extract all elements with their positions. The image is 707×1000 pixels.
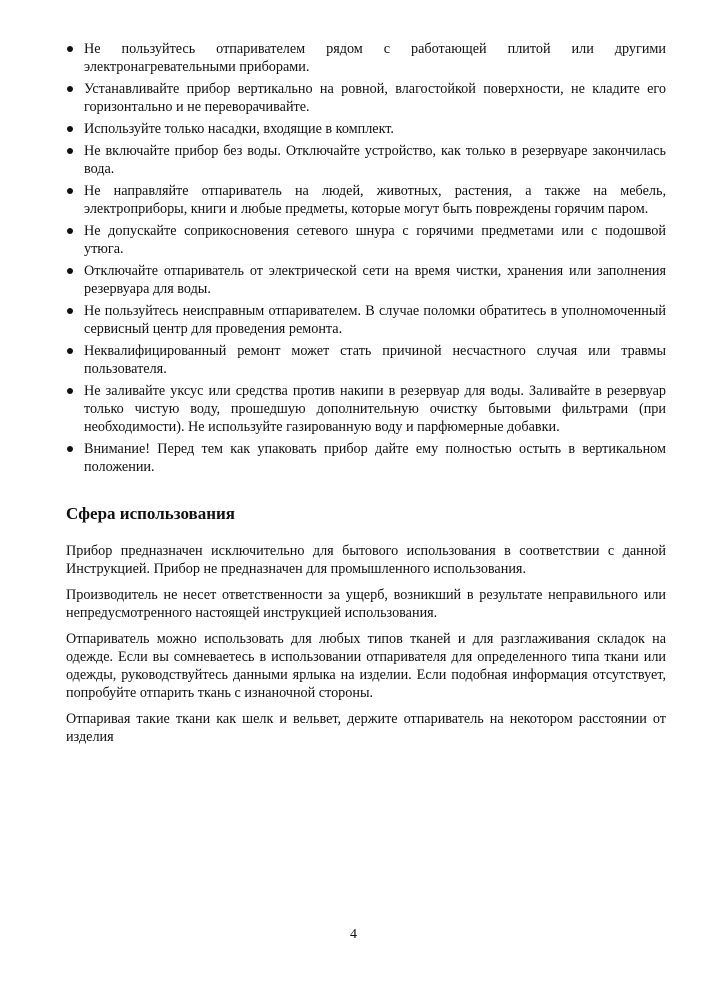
bullet-dot-icon: [67, 46, 73, 52]
safety-bullet-list: [66, 40, 666, 476]
bullet-item: [66, 40, 666, 76]
bullet-dot-icon: [67, 188, 73, 194]
bullet-dot-icon: [67, 268, 73, 274]
section-paragraph: Отпаривая такие ткани как шелк и вельвет, держите отпариватель на некотором расстоянии от изделия: [66, 711, 666, 745]
bullet-dot-icon: [67, 446, 73, 452]
bullet-item: [66, 342, 666, 378]
bullet-item: [66, 302, 666, 338]
bullet-text: Используйте только насадки, входящие в комплект.: [84, 121, 394, 137]
section-paragraph: Производитель не несет ответственности за ущерб, возникший в результате неправильного или непредусмотренного настоящей инструкцией использования.: [66, 587, 666, 621]
bullet-dot-icon: [67, 86, 73, 92]
bullet-item: [66, 440, 666, 476]
bullet-text: Устанавливайте прибор вертикально на ровной, влагостойкой поверхности, не кладите его горизонтально и не переворачивайте.: [84, 81, 666, 115]
bullet-dot-icon: [67, 228, 73, 234]
bullet-dot-icon: [67, 388, 73, 394]
bullet-item: [66, 80, 666, 116]
bullet-dot-icon: [67, 126, 73, 132]
section-paragraph: Отпариватель можно использовать для любых типов тканей и для разглаживания складок на одежде. Если вы сомневаетесь в использовании отпаривателя для определенного типа ткани или одежды, руководствуйтесь данными ярлыка на изделии. Если подобная информация отсутствует, попробуйте отпарить ткань с изнаночной стороны.: [66, 631, 666, 701]
bullet-text: Неквалифицированный ремонт может стать причиной несчастного случая или травмы пользователя.: [84, 343, 666, 377]
bullet-dot-icon: [67, 148, 73, 154]
section-heading: Сфера использования: [66, 504, 236, 523]
bullet-item: [66, 262, 666, 298]
bullet-dot-icon: [67, 308, 73, 314]
bullet-text: Внимание! Перед тем как упаковать прибор дайте ему полностью остыть в вертикальном положении.: [84, 441, 666, 475]
bullet-dot-icon: [67, 348, 73, 354]
bullet-text: Не пользуйтесь отпаривателем рядом с работающей плитой или другими электронагревательными приборами.: [84, 41, 666, 75]
section-paragraph: Прибор предназначен исключительно для бытового использования в соответствии с данной Инструкцией. Прибор не предназначен для промышленного использования.: [66, 543, 666, 577]
document-page: [66, 40, 666, 754]
bullet-text: Не допускайте соприкосновения сетевого шнура с горячими предметами или с подошвой утюга.: [84, 223, 666, 257]
page-number: 4: [350, 927, 357, 942]
bullet-text: Не включайте прибор без воды. Отключайте устройство, как только в резервуаре закончилась вода.: [84, 143, 666, 177]
bullet-item: [66, 142, 666, 178]
bullet-item: [66, 222, 666, 258]
bullet-item: [66, 382, 666, 436]
bullet-text: Не пользуйтесь неисправным отпаривателем. В случае поломки обратитесь в уполномоченный сервисный центр для проведения ремонта.: [84, 303, 666, 337]
bullet-item: [66, 182, 666, 218]
bullet-text: Отключайте отпариватель от электрической сети на время чистки, хранения или заполнения резервуара для воды.: [84, 263, 666, 297]
bullet-text: Не заливайте уксус или средства против накипи в резервуар для воды. Заливайте в резервуар только чистую воду, прошедшую дополнительную очистку бытовыми фильтрами (при необходимости). Не используйте газированную воду и парфюмерные добавки.: [84, 383, 666, 435]
bullet-text: Не направляйте отпариватель на людей, животных, растения, а также на мебель, электроприборы, книги и любые предметы, которые могут быть повреждены горячим паром.: [84, 183, 666, 217]
bullet-item: [66, 120, 666, 138]
